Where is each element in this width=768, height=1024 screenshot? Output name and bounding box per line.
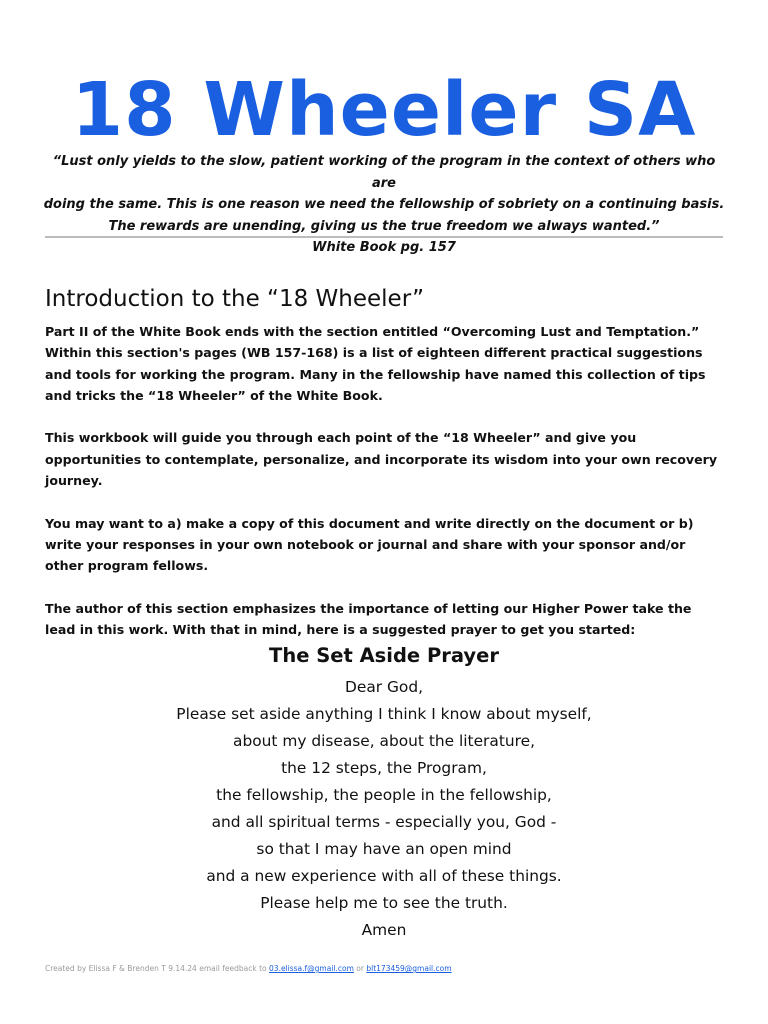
prayer-line: Please set aside anything I think I know about myself, (176, 705, 592, 723)
prayer-line: the fellowship, the people in the fellowship, (216, 786, 552, 804)
prayer-text (0, 674, 768, 944)
prayer-line: so that I may have an open mind (256, 840, 512, 858)
footer-credit (45, 963, 452, 975)
quote-line: “Lust only yields to the slow, patient working of the program in the context of others who are (52, 154, 716, 191)
prayer-line: Dear God, (345, 678, 423, 696)
intro-paragraph: This workbook will guide you through each point of the “18 Wheeler” and give you opportunities to contemplate, personalize, and incorporate its wisdom into your own recovery journey. (45, 430, 718, 489)
intro-paragraph: Part II of the White Book ends with the section entitled “Overcoming Lust and Temptation.” Within this section's pages (WB 157-168) is a list of eighteen different practical suggestions and tools for working the program. Many in the fellowship have named this collection of tips and tricks the “18 Wheeler” of the White Book. (45, 324, 706, 403)
footer-email-link[interactable]: 03.elissa.f@gmail.com (269, 964, 354, 973)
prayer-line: Amen (361, 921, 407, 939)
quote-source: White Book pg. 157 (312, 240, 456, 255)
footer-separator: or (353, 964, 367, 973)
prayer-line: the 12 steps, the Program, (281, 759, 487, 777)
prayer-title: The Set Aside Prayer (269, 644, 499, 667)
prayer-line: and all spiritual terms - especially you, God - (211, 813, 557, 831)
intro-paragraph: You may want to a) make a copy of this document and write directly on the document or b) write your responses in your own notebook or journal and share with your sponsor and/or other program fellows. (45, 515, 694, 574)
horizontal-divider (45, 236, 723, 238)
document-title: 18 Wheeler SA (71, 66, 697, 153)
prayer-line: about my disease, about the literature, (233, 732, 535, 750)
intro-heading: Introduction to the “18 Wheeler” (45, 286, 425, 312)
intro-paragraph: The author of this section emphasizes the importance of letting our Higher Power take the lead in this work. With that in mind, here is a suggested prayer to get you started: (45, 600, 692, 638)
quote-line: The rewards are unending, giving us the true freedom we always wanted.” (108, 218, 660, 234)
opening-quote (40, 151, 728, 259)
quote-line: doing the same. This is one reason we need the fellowship of sobriety on a continuing basis. (43, 197, 725, 212)
footer-email-link[interactable]: blt173459@gmail.com (366, 964, 452, 973)
prayer-line: and a new experience with all of these things. (206, 867, 562, 885)
footer-prefix: Created by Elissa F & Brenden T 9.14.24 email feedback to (45, 964, 270, 973)
intro-body (45, 321, 725, 662)
prayer-line: Please help me to see the truth. (260, 894, 508, 912)
